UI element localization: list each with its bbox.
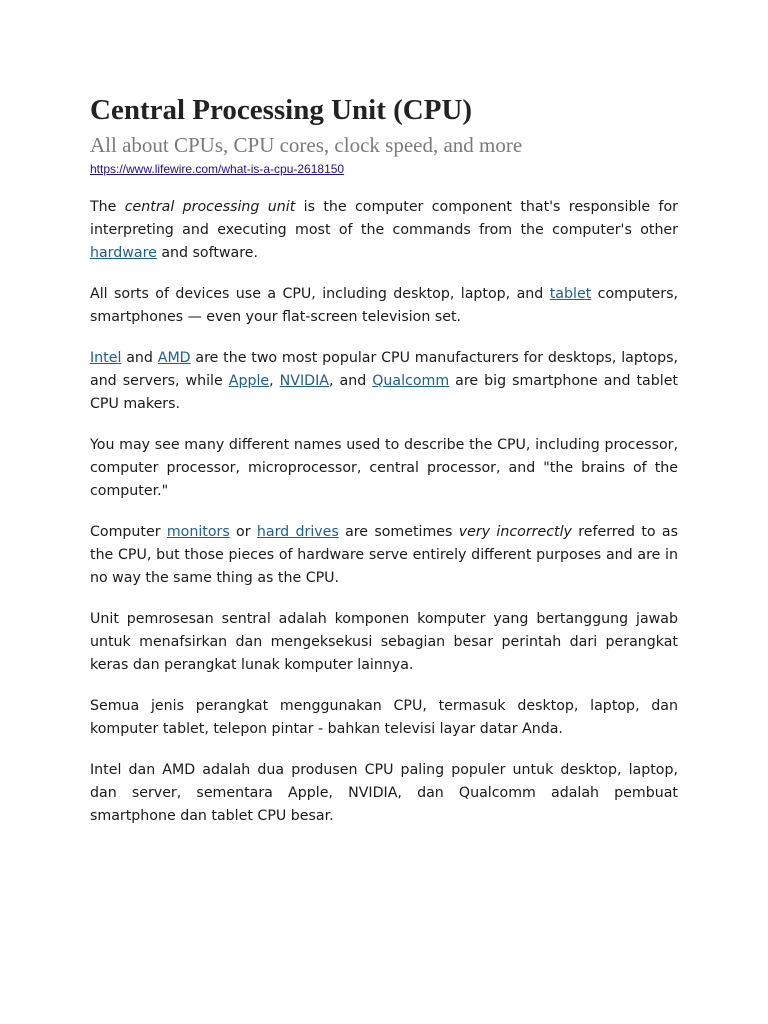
text-run: and	[121, 350, 158, 366]
text-run: Computer	[90, 524, 167, 540]
paragraph-misconceptions	[90, 521, 678, 590]
text-run: referred to as the CPU, but those pieces of hardware serve entirely different purposes and are in no way the same thing as the CPU.	[90, 524, 678, 586]
paragraph-indonesian-manufacturers: Intel dan AMD adalah dua produsen CPU paling populer untuk desktop, laptop, dan server, sementara Apple, NVIDIA, dan Qualcomm adalah pembuat smartphone dan tablet CPU besar.	[90, 762, 678, 824]
apple-link[interactable]: Apple	[228, 373, 270, 389]
page-title: Central Processing Unit (CPU)	[90, 94, 473, 126]
text-run: are the two most popular CPU manufacturers for desktops, laptops, and servers, while	[90, 350, 678, 389]
paragraph-manufacturers	[90, 347, 678, 416]
text-run: are big smartphone and tablet CPU makers.	[90, 373, 678, 412]
text-run: The	[90, 199, 125, 215]
text-run: All sorts of devices use a CPU, including desktop, laptop, and	[90, 286, 550, 302]
emphasis-text: very incorrectly	[458, 524, 572, 540]
hardware-link[interactable]: hardware	[90, 245, 157, 261]
monitors-link[interactable]: monitors	[166, 524, 230, 540]
paragraph-indonesian-definition: Unit pemrosesan sentral adalah komponen komputer yang bertanggung jawab untuk menafsirkan dan mengeksekusi sebagian besar perintah dari perangkat keras dan perangkat lunak komputer lainnya.	[90, 611, 678, 673]
tablet-link[interactable]: tablet	[549, 286, 592, 302]
text-run: computers, smartphones — even your flat-screen television set.	[90, 286, 678, 325]
page-subtitle: All about CPUs, CPU cores, clock speed, and more	[90, 133, 523, 157]
nvidia-link[interactable]: NVIDIA	[279, 373, 329, 389]
qualcomm-link[interactable]: Qualcomm	[372, 373, 450, 389]
source-url-link[interactable]: https://www.lifewire.com/what-is-a-cpu-2618150	[90, 162, 345, 176]
paragraph-cpu-definition	[90, 196, 678, 265]
text-run: and software.	[156, 245, 258, 261]
paragraph-indonesian-devices: Semua jenis perangkat menggunakan CPU, termasuk desktop, laptop, dan komputer tablet, telepon pintar - bahkan televisi layar datar Anda.	[90, 698, 678, 737]
text-run: ,	[269, 373, 280, 389]
text-run: is the computer component that's responsible for interpreting and executing most of the commands from the computer's other	[90, 199, 678, 238]
emphasis-text: central processing unit	[124, 199, 296, 215]
document-content	[90, 92, 678, 828]
hard-drives-link[interactable]: hard drives	[256, 524, 339, 540]
text-run: or	[229, 524, 257, 540]
text-run: , and	[329, 373, 373, 389]
text-run: are sometimes	[338, 524, 459, 540]
paragraph-devices	[90, 283, 678, 329]
amd-link[interactable]: AMD	[157, 350, 191, 366]
intel-link[interactable]: Intel	[90, 350, 122, 366]
paragraph-names: You may see many different names used to describe the CPU, including processor, computer processor, microprocessor, central processor, and "the brains of the computer."	[90, 437, 678, 499]
